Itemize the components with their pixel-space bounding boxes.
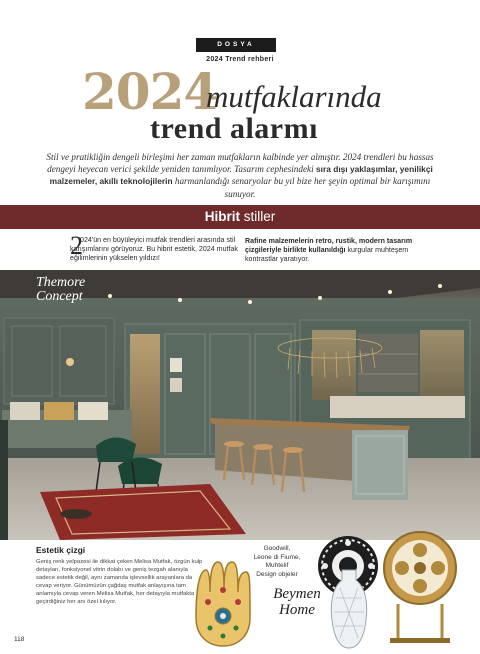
section-heading — [0, 205, 480, 229]
intro-paragraph — [40, 151, 440, 200]
page-number: 118 — [14, 636, 25, 643]
column-left-text: 024'ün en büyüleyici mutfak trendleri arasında stil karışımlarını görüyoruz. Bu hibrit estetik, 2024 mutfak eğilimlerinin yükselen yıldızı! — [70, 236, 238, 263]
objects-caption — [252, 545, 302, 579]
section-heading-rest: stiller — [239, 209, 276, 224]
estetik-heading: Estetik çizgi — [36, 545, 86, 555]
title-line-1: mutfaklarında — [206, 79, 382, 114]
brand-line-1: Beymen — [273, 586, 321, 602]
column-right — [245, 237, 420, 265]
kitchen-photo — [0, 270, 480, 540]
kitchen-illustration — [0, 270, 480, 540]
hamsa-ornament-image — [188, 558, 258, 650]
photo-label — [36, 276, 85, 304]
crystal-vase-image — [328, 568, 370, 650]
brand-line-2: Home — [279, 602, 315, 618]
intro-bold: sıra dışı yaklaşımlar, yenilikçi malzemeler, akıllı teknolojilerin — [49, 164, 433, 187]
gold-disc-object-image — [380, 530, 460, 648]
intro-text-1: Stil ve pratikliğin dengeli birleşimi her zaman mutfakların kalbinde yer almıştır. 2024 trendleri bu hassas dengeyi heyecan verici şekilde yeniden tanımlıyor. Tasarım cephesindeki — [46, 152, 434, 175]
objects-caption-line-1: Goodwill, — [263, 545, 291, 552]
title-year: 2024 — [82, 62, 218, 121]
intro-text-2: harmanlandığı senaryolar bu yıl bize her şeyin optimal bir karışımını sunuyor. — [172, 176, 431, 199]
estetik-body: Geniş renk yelpazesi ile dikkat çeken Melisa Mutfak, özgün kulp detayları, fonksiyonel vitrin dolabı ve geniş tezgah alanıyla sadece estetik değil, aynı zamanda işlevsellik arayanlara da cevap veriyor. Günümüzün çağdaş mutfak anlayışına tam anlamıyla cevap veren Melisa Mutfak, her detayıyla mutfakta geçirdiğiniz her anı özel kılıyor. — [36, 559, 203, 606]
section-heading-bold: Hibrit — [204, 209, 240, 224]
section-tag: DOSYA — [196, 38, 276, 52]
objects-caption-line-3: Muhtelif — [265, 562, 289, 569]
photo-label-line-1: Themore — [36, 275, 86, 290]
column-right-text: kurgular muhteşem kontrastlar yaratıyor. — [245, 246, 409, 264]
objects-caption-line-4: Design objeler — [256, 570, 298, 578]
drop-cap: 2 — [70, 231, 83, 260]
photo-label-line-2: Concept — [36, 289, 83, 304]
section-subtitle: 2024 Trend rehberi — [206, 56, 274, 63]
section-band — [0, 205, 480, 229]
title-line-2: trend alarmı — [150, 112, 318, 145]
column-left — [70, 231, 240, 264]
column-right-bold: Rafine malzemelerin retro, rustik, modern tasarım çizgileriyle birlikte kullanıldığı — [245, 237, 413, 255]
objects-caption-line-2: Leone di Fiume, — [253, 553, 301, 561]
